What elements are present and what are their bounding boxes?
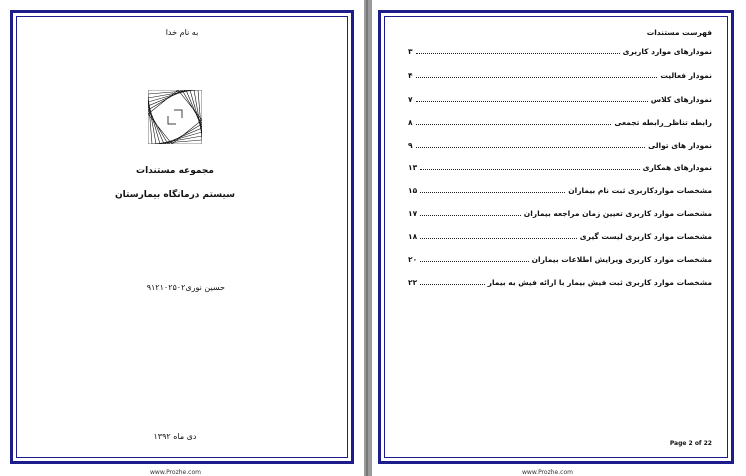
toc-entry-label: مشخصات مواردکاربری ثبت نام بیماران <box>568 186 712 195</box>
toc-leader-dots <box>420 237 577 239</box>
toc-entry-label: نمودارهای موارد کاربری <box>622 47 712 56</box>
footer-website: www.Prozhe.com <box>150 469 201 476</box>
toc-entry-label: مشخصات موارد کاربری ثبت فیش بیمار با ارائه فیش به بیمار <box>487 278 712 287</box>
toc-entry-label: مشخصات موارد کاربری تعیین زمان مراجعه بیماران <box>523 209 712 218</box>
document-title: مجموعه مستندات <box>136 166 214 176</box>
toc-entry-page: ۱۸ <box>408 232 418 241</box>
toc-entry[interactable] <box>408 183 712 195</box>
document-date: دی ماه ۱۳۹۲ <box>153 432 197 441</box>
author-line: حسین نوری۹۱۲۱۰۲۵۰۲ <box>146 283 225 292</box>
swirl-logo-icon <box>148 90 202 144</box>
toc-entry-label: نمودارهای کلاس <box>650 95 712 104</box>
document-subtitle: سیستم درمانگاه بیمارستان <box>115 190 235 200</box>
document-page-2 <box>372 0 746 476</box>
toc-entry-page: ۷ <box>408 95 413 104</box>
toc-leader-dots <box>420 260 528 262</box>
toc-entry-label: نمودار فعالیت <box>660 71 712 80</box>
toc-entry-page: ۲۰ <box>408 255 418 264</box>
toc-entry[interactable] <box>408 206 712 218</box>
toc-entry-page: ۹ <box>408 141 413 150</box>
toc-leader-dots <box>416 76 658 78</box>
toc-leader-dots <box>420 283 485 285</box>
toc-entry[interactable] <box>408 229 712 241</box>
toc-entry-page: ۱۷ <box>408 209 418 218</box>
toc-entry[interactable] <box>408 92 712 104</box>
toc-entry[interactable] <box>408 275 712 287</box>
toc-entry-page: ۱۵ <box>408 186 418 195</box>
toc-entry-page: ۸ <box>408 118 413 127</box>
toc-leader-dots <box>416 100 648 102</box>
document-page-1 <box>0 0 364 476</box>
page-gap <box>366 0 368 476</box>
toc-entry-page: ۴ <box>408 71 413 80</box>
page-border <box>10 10 354 464</box>
toc-leader-dots <box>420 214 521 216</box>
toc-entry[interactable] <box>408 68 712 80</box>
toc-entry[interactable] <box>408 44 712 56</box>
toc-entry-label: نمودارهای همکاری <box>642 163 712 172</box>
toc-leader-dots <box>416 52 620 54</box>
toc-entry-page: ۳ <box>408 47 413 56</box>
toc-title: فهرست مستندات <box>646 28 712 37</box>
toc-entry[interactable] <box>408 138 712 150</box>
toc-entry[interactable] <box>408 252 712 264</box>
toc-leader-dots <box>420 191 565 193</box>
toc-entry-page: ۱۳ <box>408 163 418 172</box>
footer-website: www.Prozhe.com <box>522 469 573 476</box>
toc-entry-label: نمودار های توالی <box>648 141 712 150</box>
toc-entry-label: مشخصات موارد کاربری ویرایش اطلاعات بیماران <box>531 255 712 264</box>
toc-leader-dots <box>420 168 639 170</box>
toc-entry-label: مشخصات موارد کاربری لیست گیری <box>579 232 712 241</box>
header-basmala: به نام خدا <box>165 28 199 37</box>
toc-entry-page: ۲۲ <box>408 278 418 287</box>
toc-entry-label: رابطه تناظر_رابطه تجمعی <box>614 118 712 127</box>
toc-leader-dots <box>416 123 612 125</box>
toc-entry[interactable] <box>408 115 712 127</box>
toc-entry[interactable] <box>408 160 712 172</box>
page-number-label: Page 2 of 22 <box>669 440 712 447</box>
toc-leader-dots <box>416 146 646 148</box>
